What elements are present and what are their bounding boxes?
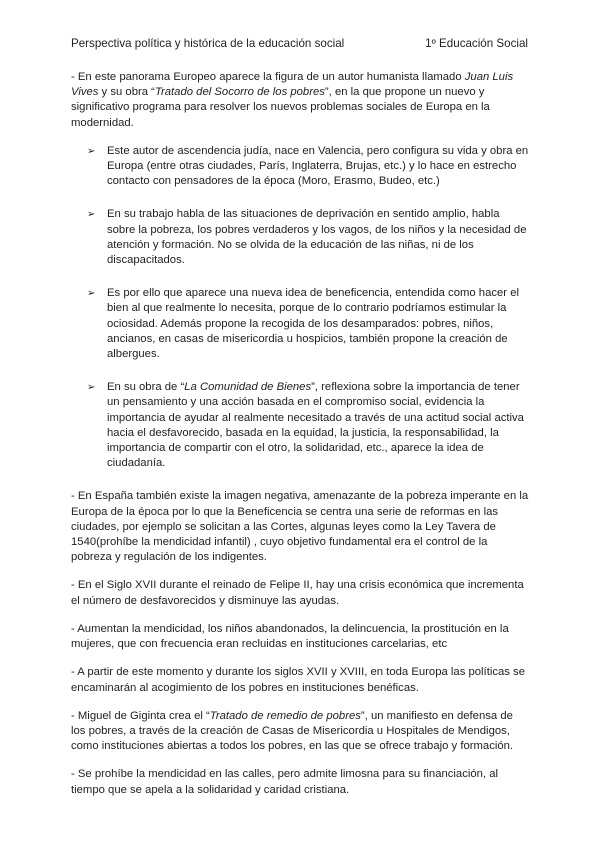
list-item bbox=[71, 207, 529, 268]
arrow-bullet-icon: ➢ bbox=[87, 288, 96, 300]
bullet-list bbox=[71, 144, 529, 472]
arrow-bullet-icon: ➢ bbox=[87, 209, 96, 221]
paragraph: - Aumentan la mendicidad, los niños abandonados, la delincuencia, la prostitución en la mujeres, que con frecuencia eran recluidas en instituciones carcelarias, etc bbox=[71, 622, 509, 651]
work-title: La Comunidad de Bienes bbox=[184, 381, 312, 394]
header-course-level: 1º Educación Social bbox=[425, 37, 528, 50]
author-name: Juan Luis Vives bbox=[71, 71, 514, 99]
paragraph bbox=[71, 709, 529, 755]
bullet-text: Este autor de ascendencia judía, nace en Valencia, pero configura su vida y obra en Europa (entre otras ciudades, París, Inglaterra, Brujas, etc.) y lo hace en estrecho contacto con pensadores de la época (Moro, Erasmo, Budeo, etc.) bbox=[107, 144, 529, 188]
bullet-text-end: ”, reflexiona sobre la importancia de tener un pensamiento y una acción basada en el compromiso social, evidencia la importancia de ayudar al realmente necesitado a través de una actitud social activa hacia el desfavorecido, basada en la equidad, la justicia, la responsabilidad, la importancia de compartir con el otro, la solidaridad, etc., aparece la idea de ciudadanía. bbox=[107, 381, 524, 470]
work-title: Tratado de remedio de pobres bbox=[209, 709, 361, 722]
header-course-title: Perspectiva política y histórica de la educación social bbox=[71, 37, 345, 50]
intro-paragraph bbox=[71, 70, 529, 131]
list-item bbox=[71, 144, 529, 190]
paragraph: - En España también existe la imagen negativa, amenazante de la pobreza imperante en la Europa de la época por lo que la Beneficencia se centra una serie de reformas en las ciudades, por ejemplo se solicitan a las Cortes, algunas leyes como la Ley Tavera de 1540(prohíbe la mendicidad infantil) , cuyo objetivo fundamental era el control de la pobreza y regulación de los indigentes. bbox=[71, 490, 529, 564]
work-title: Tratado del Socorro de los pobres bbox=[154, 86, 325, 99]
list-item bbox=[71, 286, 529, 362]
paragraph: - En el Siglo XVII durante el reinado de Felipe II, hay una crisis económica que incrementa el número de desfavorecidos y disminuye las ayudas. bbox=[71, 579, 524, 607]
bullet-text: En su trabajo habla de las situaciones de deprivación en sentido amplio, habla sobre la pobreza, los pobres verdaderos y los vagos, de los niños y la necesidad de atención y formación. No se olvida de la educación de las niñas, ni de los discapacitados. bbox=[107, 208, 527, 267]
bullet-text: Es por ello que aparece una nueva idea de beneficencia, entendida como hacer el bien al que realmente lo necesita, porque de lo contrario podríamos estimular la ociosidad. Además propone la recogida de los desamparados: pobres, niños, ancianos, en casas de misericordia u hospicios, también propone la creación de albergues. bbox=[107, 287, 519, 361]
intro-text-start: - En este panorama Europeo aparece la figura de un autor humanista llamado bbox=[71, 71, 465, 83]
paragraph-text-start: - Miguel de Giginta crea el “ bbox=[71, 709, 210, 722]
bullet-text-start: En su obra de “ bbox=[107, 381, 185, 394]
intro-text-middle: y su obra “ bbox=[98, 86, 155, 99]
arrow-bullet-icon: ➢ bbox=[87, 145, 96, 157]
paragraph: - Se prohíbe la mendicidad en las calles, pero admite limosna para su financiación, al tiempo que se apela a la solidaridad y caridad cristiana. bbox=[71, 768, 499, 796]
page-header bbox=[71, 37, 528, 51]
paragraph-text-end: ”, un manifiesto en defensa de los pobres, a través de la creación de Casas de Misericordia u Hospitales de Mendigos, como instituciones abiertas a todos los pobres, en las que se ofrece trabajo y formación. bbox=[71, 709, 514, 753]
bullet-text bbox=[107, 381, 524, 469]
intro-text-end: ”, en la que propone un nuevo y significativo programa para resolver los nuevos problemas sociales de Europa en la modernidad. bbox=[71, 86, 490, 129]
paragraph: - A partir de este momento y durante los siglos XVII y XVIII, en toda Europa las políticas se encaminarán al acogimiento de los pobres en instituciones benéficas. bbox=[71, 666, 525, 694]
document-body bbox=[71, 70, 529, 811]
list-item bbox=[71, 380, 529, 471]
arrow-bullet-icon: ➢ bbox=[87, 382, 96, 394]
